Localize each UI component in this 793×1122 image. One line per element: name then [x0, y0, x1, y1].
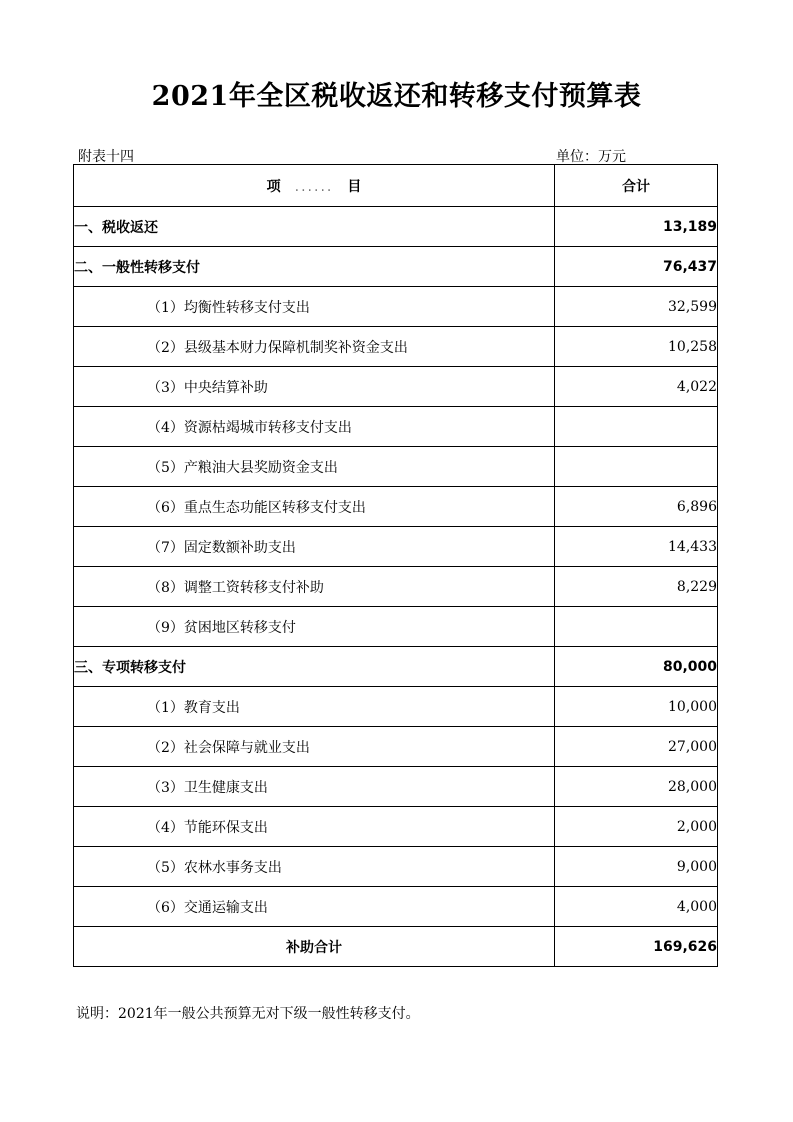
row-label: （6）交通运输支出 [74, 887, 555, 927]
row-value [555, 447, 718, 487]
table-row [74, 527, 718, 567]
table-row [74, 607, 718, 647]
column-header-item [74, 165, 555, 207]
row-value: 13,189 [555, 207, 718, 247]
total-label: 补助合计 [74, 927, 555, 967]
row-value: 32,599 [555, 287, 718, 327]
row-label: （3）中央结算补助 [74, 367, 555, 407]
row-label: 三、专项转移支付 [74, 647, 555, 687]
table-row [74, 407, 718, 447]
table-row [74, 807, 718, 847]
row-value: 9,000 [555, 847, 718, 887]
row-value: 28,000 [555, 767, 718, 807]
column-header-total: 合计 [555, 165, 718, 207]
table-row [74, 767, 718, 807]
attachment-label: 附表十四 [78, 149, 134, 165]
row-label: （8）调整工资转移支付补助 [74, 567, 555, 607]
table-row [74, 687, 718, 727]
table-row [74, 287, 718, 327]
table-row [74, 567, 718, 607]
row-label: （1）教育支出 [74, 687, 555, 727]
row-label: （9）贫困地区转移支付 [74, 607, 555, 647]
row-label: （2）县级基本财力保障机制奖补资金支出 [74, 327, 555, 367]
row-value: 4,000 [555, 887, 718, 927]
footnote: 说明：2021年一般公共预算无对下级一般性转移支付。 [76, 1006, 420, 1022]
row-label: （4）节能环保支出 [74, 807, 555, 847]
row-label: （4）资源枯竭城市转移支付支出 [74, 407, 555, 447]
table-row [74, 447, 718, 487]
budget-table [73, 164, 718, 967]
table-row [74, 847, 718, 887]
row-label: 二、一般性转移支付 [74, 247, 555, 287]
row-value: 76,437 [555, 247, 718, 287]
row-value [555, 407, 718, 447]
row-label: （6）重点生态功能区转移支付支出 [74, 487, 555, 527]
row-value: 2,000 [555, 807, 718, 847]
row-value: 10,000 [555, 687, 718, 727]
row-value: 14,433 [555, 527, 718, 567]
table-row [74, 647, 718, 687]
row-value: 27,000 [555, 727, 718, 767]
table-row [74, 727, 718, 767]
row-value [555, 607, 718, 647]
row-label: （3）卫生健康支出 [74, 767, 555, 807]
total-value: 169,626 [555, 927, 718, 967]
row-label: （5）农林水事务支出 [74, 847, 555, 887]
column-header-item-right: 目 [347, 178, 362, 195]
table-row [74, 887, 718, 927]
row-value: 8,229 [555, 567, 718, 607]
row-label: 一、税收返还 [74, 207, 555, 247]
row-value: 6,896 [555, 487, 718, 527]
table-header-row [74, 165, 718, 207]
row-value: 4,022 [555, 367, 718, 407]
unit-label: 单位：万元 [556, 149, 626, 165]
column-header-item-left: 项 [266, 178, 281, 195]
row-label: （5）产粮油大县奖励资金支出 [74, 447, 555, 487]
page-title: 2021年全区税收返还和转移支付预算表 [151, 81, 642, 112]
table-row [74, 247, 718, 287]
row-value: 80,000 [555, 647, 718, 687]
column-header-item-dots: ...... [294, 178, 334, 195]
table-row [74, 487, 718, 527]
table-row [74, 207, 718, 247]
row-label: （2）社会保障与就业支出 [74, 727, 555, 767]
row-label: （7）固定数额补助支出 [74, 527, 555, 567]
table-row [74, 327, 718, 367]
table-row [74, 367, 718, 407]
row-value: 10,258 [555, 327, 718, 367]
total-row [74, 927, 718, 967]
row-label: （1）均衡性转移支付支出 [74, 287, 555, 327]
